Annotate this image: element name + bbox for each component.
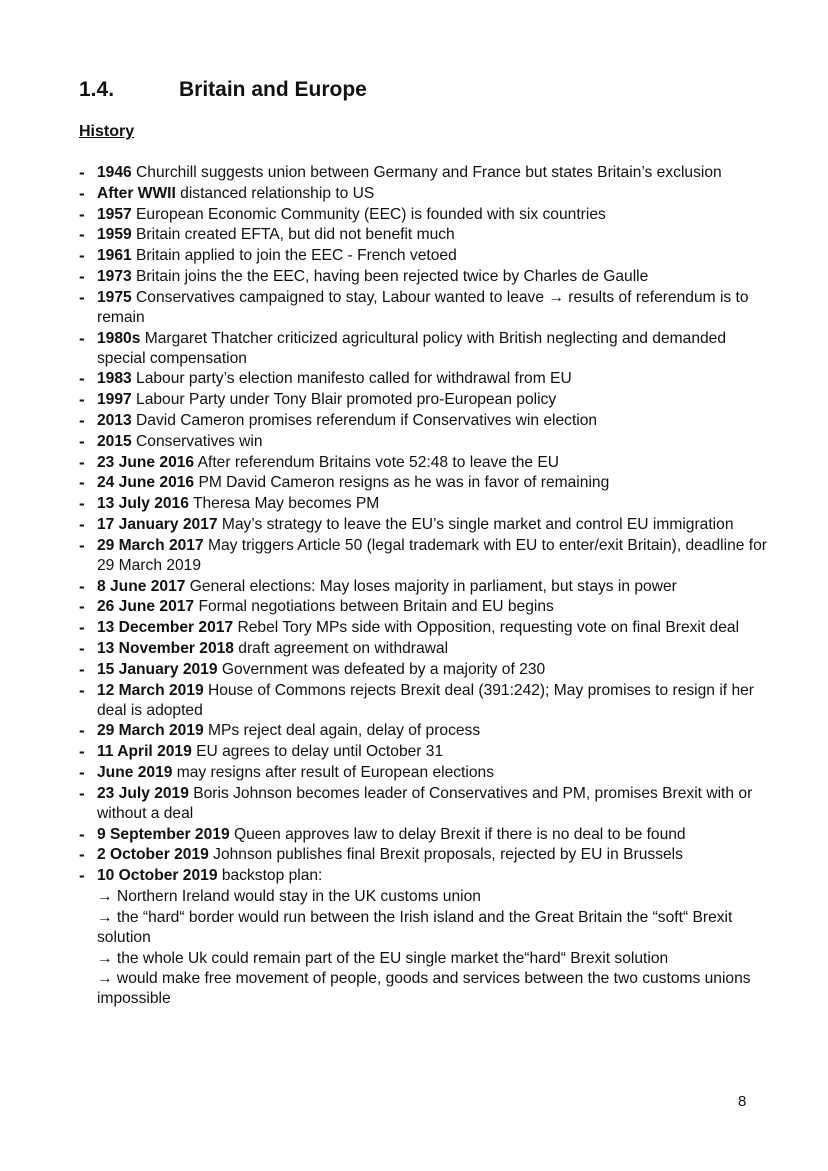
- timeline-text: Labour Party under Tony Blair promoted pro-European policy: [131, 391, 557, 409]
- timeline-date: 1975: [97, 288, 132, 306]
- timeline-item: [79, 597, 769, 617]
- bullet-dash: -: [79, 576, 85, 596]
- timeline-date: 1983: [97, 370, 132, 388]
- timeline-item: [79, 515, 769, 535]
- bullet-dash: -: [79, 866, 85, 886]
- bullet-dash: -: [79, 721, 85, 741]
- bullet-dash: -: [79, 369, 85, 389]
- section-number: 1.4.: [79, 78, 115, 101]
- timeline-date: 1980s: [97, 329, 141, 347]
- bullet-dash: -: [79, 824, 85, 844]
- timeline-item: [79, 618, 769, 638]
- timeline-date: 2 October 2019: [97, 846, 209, 864]
- timeline-text: Boris Johnson becomes leader of Conservatives and PM, promises Brexit with or without a deal: [97, 784, 753, 822]
- history-timeline-list: [79, 163, 769, 1010]
- timeline-text: General elections: May loses majority in parliament, but stays in power: [185, 577, 677, 595]
- timeline-date: 29 March 2017: [97, 536, 204, 554]
- timeline-text: Churchill suggests union between Germany and France but states Britain’s exclusion: [131, 164, 722, 181]
- bullet-dash: -: [79, 659, 85, 679]
- timeline-item: [79, 411, 769, 431]
- timeline-item: [79, 329, 769, 369]
- timeline-text: Conservatives campaigned to stay, Labour wanted to leave → results of referendum is to remain: [97, 288, 749, 326]
- bullet-dash: -: [79, 266, 85, 286]
- timeline-text: May’s strategy to leave the EU’s single market and control EU immigration: [217, 515, 734, 533]
- timeline-text: Formal negotiations between Britain and EU begins: [194, 598, 554, 616]
- timeline-date: 17 January 2017: [97, 515, 218, 533]
- bullet-dash: -: [79, 638, 85, 658]
- timeline-text: distanced relationship to US: [175, 184, 375, 202]
- timeline-item: [79, 225, 769, 245]
- timeline-item: [79, 639, 769, 659]
- timeline-item: [79, 246, 769, 266]
- bullet-dash: -: [79, 163, 85, 182]
- timeline-item: [79, 288, 769, 328]
- bullet-dash: -: [79, 680, 85, 700]
- timeline-item: [79, 205, 769, 225]
- backstop-detail-text: Northern Ireland would stay in the UK customs union: [112, 887, 481, 905]
- history-subheading: History: [79, 123, 135, 140]
- timeline-text: Margaret Thatcher criticized agricultural policy with British neglecting and demanded special compensation: [97, 329, 727, 367]
- arrow-icon: →: [97, 970, 113, 988]
- bullet-dash: -: [79, 410, 85, 430]
- bullet-dash: -: [79, 225, 85, 245]
- timeline-text: Britain applied to join the EEC - French vetoed: [131, 247, 457, 265]
- timeline-text: Labour party’s election manifesto called for withdrawal from EU: [131, 370, 572, 388]
- timeline-date: 8 June 2017: [97, 577, 186, 595]
- timeline-date: 1957: [97, 205, 132, 223]
- arrow-icon: →: [97, 908, 113, 926]
- timeline-date: 13 November 2018: [97, 639, 234, 657]
- bullet-dash: -: [79, 742, 85, 762]
- timeline-item: [79, 721, 769, 741]
- timeline-text: House of Commons rejects Brexit deal (391:242); May promises to resign if her deal is adopted: [97, 681, 754, 719]
- timeline-text: Government was defeated by a majority of 230: [217, 660, 546, 678]
- timeline-item: [79, 390, 769, 410]
- timeline-item: [79, 825, 769, 845]
- bullet-dash: -: [79, 246, 85, 266]
- bullet-dash: -: [79, 762, 85, 782]
- arrow-icon: →: [97, 949, 113, 967]
- timeline-item: [79, 184, 769, 204]
- timeline-item: [79, 660, 769, 680]
- bullet-dash: -: [79, 183, 85, 203]
- timeline-text: European Economic Community (EEC) is founded with six countries: [131, 205, 606, 223]
- backstop-detail-item: [79, 908, 769, 948]
- bullet-dash: -: [79, 494, 85, 514]
- timeline-date: 11 April 2019: [97, 743, 192, 761]
- bullet-dash: -: [79, 473, 85, 493]
- timeline-date: 15 January 2019: [97, 660, 218, 678]
- backstop-detail-item: [79, 887, 769, 907]
- timeline-item: [79, 163, 769, 183]
- backstop-detail-text: the “hard“ border would run between the Irish island and the Great Britain the “soft“ Brexit solution: [97, 908, 733, 946]
- timeline-text: draft agreement on withdrawal: [233, 639, 449, 657]
- timeline-text: Conservatives win: [131, 432, 263, 450]
- timeline-date: 2015: [97, 432, 132, 450]
- timeline-text: Britain joins the the EEC, having been rejected twice by Charles de Gaulle: [131, 267, 649, 285]
- timeline-date: 29 March 2019: [97, 722, 204, 740]
- section-title: Britain and Europe: [179, 78, 367, 101]
- backstop-detail-item: [79, 969, 769, 1009]
- bullet-dash: -: [79, 390, 85, 410]
- timeline-item: [79, 763, 769, 783]
- timeline-date: 1973: [97, 267, 132, 285]
- timeline-text: MPs reject deal again, delay of process: [203, 722, 481, 740]
- section-heading: [79, 78, 367, 102]
- bullet-dash: -: [79, 535, 85, 555]
- timeline-item: [79, 681, 769, 721]
- timeline-text: Rebel Tory MPs side with Opposition, requesting vote on final Brexit deal: [233, 619, 740, 637]
- timeline-date: 24 June 2016: [97, 474, 195, 492]
- timeline-date: 12 March 2019: [97, 681, 204, 699]
- bullet-dash: -: [79, 204, 85, 224]
- timeline-text: David Cameron promises referendum if Conservatives win election: [131, 411, 598, 429]
- bullet-dash: -: [79, 618, 85, 638]
- timeline-item: [79, 577, 769, 597]
- timeline-date: 23 July 2019: [97, 784, 189, 802]
- timeline-text: Queen approves law to delay Brexit if there is no deal to be found: [229, 825, 686, 843]
- page-number: 8: [738, 1093, 747, 1110]
- timeline-item: [79, 866, 769, 886]
- timeline-date: 9 September 2019: [97, 825, 230, 843]
- timeline-date: 1946: [97, 164, 132, 181]
- timeline-text: may resigns after result of European elections: [172, 763, 494, 781]
- timeline-date: 23 June 2016: [97, 453, 195, 471]
- timeline-date: 26 June 2017: [97, 598, 195, 616]
- backstop-detail-item: [79, 949, 769, 969]
- arrow-icon: →: [97, 887, 113, 905]
- timeline-date: 1961: [97, 247, 132, 265]
- timeline-text: After referendum Britains vote 52:48 to leave the EU: [194, 453, 560, 471]
- timeline-text: EU agrees to delay until October 31: [191, 743, 444, 761]
- timeline-date: 10 October 2019: [97, 867, 218, 885]
- timeline-date: 13 December 2017: [97, 619, 234, 637]
- bullet-dash: -: [79, 514, 85, 534]
- timeline-text: May triggers Article 50 (legal trademark with EU to enter/exit Britain), deadline for 29 March 2019: [97, 536, 767, 574]
- timeline-item: [79, 742, 769, 762]
- timeline-date: 1997: [97, 391, 132, 409]
- timeline-text: backstop plan:: [217, 867, 323, 885]
- timeline-item: [79, 845, 769, 865]
- timeline-item: [79, 494, 769, 514]
- bullet-dash: -: [79, 452, 85, 472]
- timeline-item: [79, 473, 769, 493]
- timeline-date: 2013: [97, 411, 132, 429]
- timeline-text: PM David Cameron resigns as he was in favor of remaining: [194, 474, 610, 492]
- timeline-item: [79, 453, 769, 473]
- bullet-dash: -: [79, 597, 85, 617]
- timeline-date: After WWII: [97, 184, 176, 202]
- timeline-item: [79, 536, 769, 576]
- timeline-text: Theresa May becomes PM: [188, 495, 380, 513]
- bullet-dash: -: [79, 783, 85, 803]
- timeline-item: [79, 369, 769, 389]
- timeline-date: June 2019: [97, 763, 173, 781]
- timeline-date: 13 July 2016: [97, 495, 189, 513]
- backstop-detail-text: the whole Uk could remain part of the EU single market the“hard“ Brexit solution: [112, 949, 669, 967]
- timeline-item: [79, 267, 769, 287]
- timeline-text: Britain created EFTA, but did not benefit much: [131, 226, 455, 244]
- backstop-detail-text: would make free movement of people, goods and services between the two customs unions impossible: [97, 970, 751, 1008]
- timeline-date: 1959: [97, 226, 132, 244]
- bullet-dash: -: [79, 431, 85, 451]
- bullet-dash: -: [79, 328, 85, 348]
- bullet-dash: -: [79, 287, 85, 307]
- timeline-item: [79, 432, 769, 452]
- bullet-dash: -: [79, 845, 85, 865]
- timeline-item: [79, 784, 769, 824]
- timeline-text: Johnson publishes final Brexit proposals, rejected by EU in Brussels: [208, 846, 683, 864]
